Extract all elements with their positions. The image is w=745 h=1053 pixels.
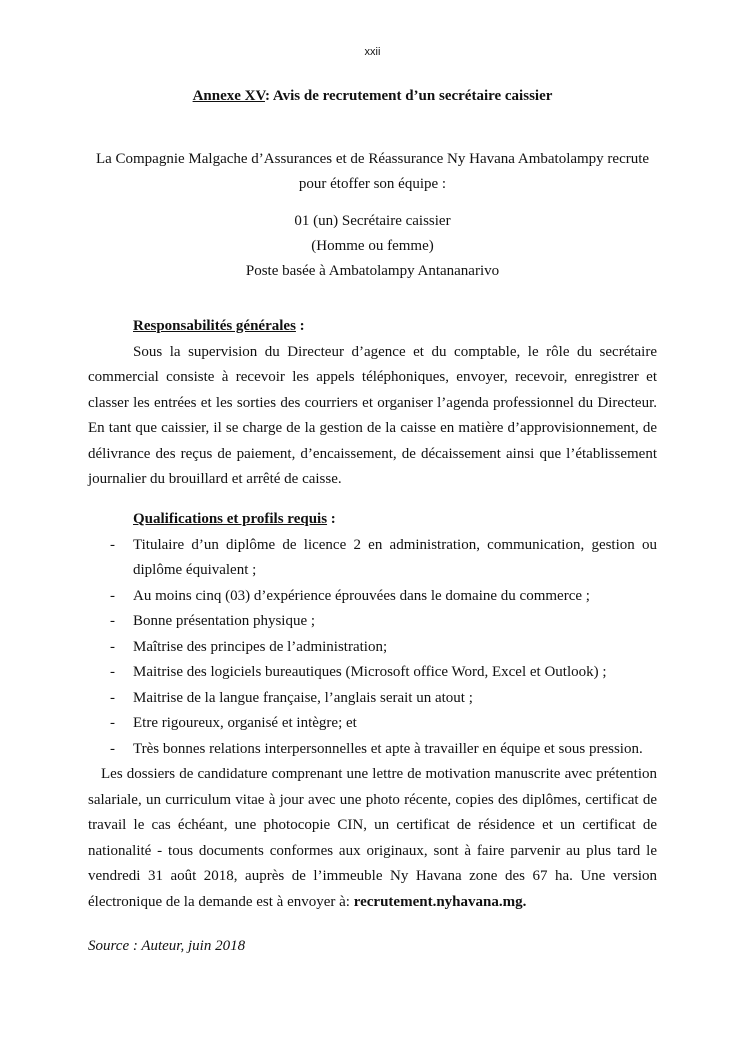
annex-label: Annexe XV (192, 88, 265, 104)
responsibilities-section (88, 314, 657, 493)
qualifications-list (88, 533, 657, 763)
page-number: xxii (364, 46, 381, 58)
list-item: - Titulaire d’un diplôme de licence 2 en administration, communication, gestion ou diplôme équivalent ; (110, 536, 657, 578)
list-item: - Très bonnes relations interpersonnelles et apte à travailler en équipe et sous pression. (110, 740, 643, 757)
intro-line-1: La Compagnie Malgache d’Assurances et de Réassurance Ny Havana Ambatolampy recrute (95, 151, 650, 167)
list-item: - Etre rigoureux, organisé et intègre; et (110, 715, 357, 731)
annex-title (0, 88, 745, 105)
qualifications-heading: Qualifications et profils requis : (133, 511, 336, 527)
source-note: Source : Auteur, juin 2018 (88, 938, 246, 954)
qualifications-section (88, 507, 657, 915)
list-item: - Maitrise de la langue française, l’anglais serait un atout ; (110, 689, 473, 706)
list-item: - Maitrise des logiciels bureautiques (Microsoft office Word, Excel et Outlook) ; (110, 664, 607, 680)
list-item: - Bonne présentation physique ; (110, 613, 316, 629)
intro-line-2: pour étoffer son équipe : (298, 176, 447, 192)
responsibilities-text: Sous la supervision du Directeur d’agence et du comptable, le rôle du secrétaire commercial consiste à recevoir les appels téléphoniques, envoyer, recevoir, enregistrer et classer les entrées et les sorties des courriers et organiser l’agenda professionnel du Directeur. En tant que caissier, il se charge de la gestion de la caisse en matière d’approvisionnement, de délivrance des reçus de paiement, d’encaissement, de décaissement ainsi que l’établissement journalier du brouillard et arrêté de caisse. (88, 343, 657, 487)
list-item: - Au moins cinq (03) d’expérience éprouvées dans le domaine du commerce ; (110, 587, 590, 604)
job-announcement-intro (88, 147, 657, 284)
position-location: Poste basée à Ambatolampy Antananarivo (245, 263, 500, 279)
application-instructions: Les dossiers de candidature comprenant une lettre de motivation manuscrite avec prétention salariale, un curriculum vitae à jour avec une photo récente, copies des diplômes, certificat de travail le cas échéant, une photocopie CIN, un certificat de résidence et un certificat de nationalité - tous documents conformes aux originaux, sont à faire parvenir au plus tard le vendredi 31 août 2018, auprès de l’immeuble Ny Havana zone des 67 ha. Une version électronique de la demande est à envoyer à: recrutement.nyhavana.mg. (88, 766, 657, 910)
position-gender: (Homme ou femme) (311, 238, 434, 254)
application-email: recrutement.nyhavana.mg. (353, 893, 527, 910)
position-title: 01 (un) Secrétaire caissier (294, 213, 451, 229)
list-item: - Maîtrise des principes de l’administration; (110, 638, 388, 655)
responsibilities-heading: Responsabilités générales : (133, 318, 305, 334)
annex-title-text: : Avis de recrutement d’un secrétaire caissier (264, 88, 553, 104)
